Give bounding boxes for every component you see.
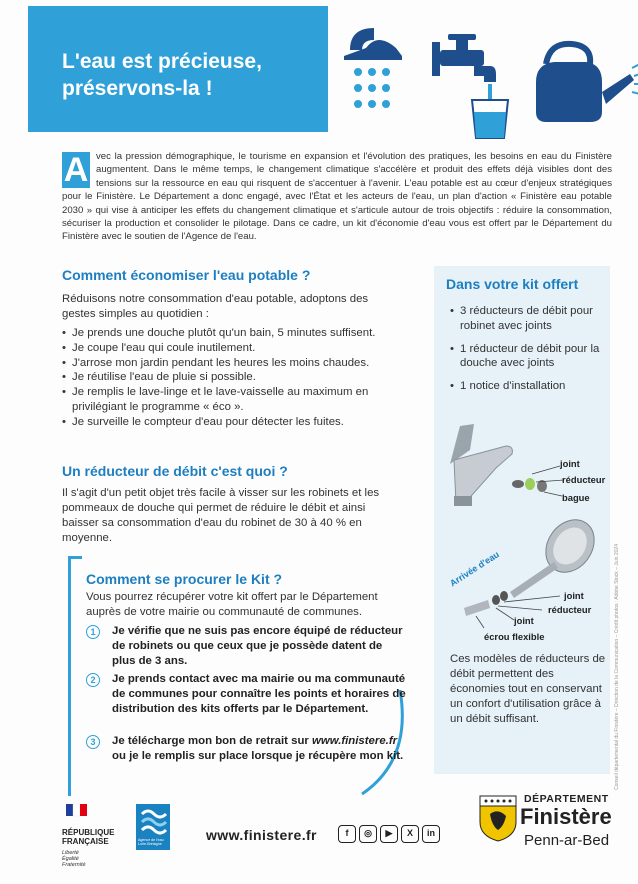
list-item: • Je prends une douche plutôt qu'un bain, 5 minutes suffisent.: [62, 326, 412, 341]
step-text: Je télécharge mon bon de retrait sur www.finistere.fr ou je le remplis sur place lorsque je récupère mon kit.: [112, 735, 404, 762]
shower-label-nut: écrou flexible: [484, 631, 545, 642]
kit-heading: Dans votre kit offert: [446, 276, 579, 292]
finistere-link[interactable]: www.finistere.fr: [312, 735, 398, 747]
department-label: DÉPARTEMENT: [524, 793, 609, 805]
kit-note: Ces modèles de réducteurs de débit permettent des économies tout en conservant un confort d'utilisation grâce à un débit suffisant.: [450, 653, 606, 725]
title-line-2: préservons-la !: [62, 77, 213, 100]
tap-label-reducer: réducteur: [562, 474, 606, 485]
agence-eau-logo: [136, 804, 170, 850]
step-2: [86, 672, 406, 716]
reducer-parts-icon: [512, 478, 547, 492]
drop-cap: A: [63, 151, 89, 189]
shower-label-reducer: réducteur: [548, 604, 592, 615]
intro-paragraph: [62, 150, 612, 244]
kit-contents-list: [450, 304, 606, 402]
shower-icon: [344, 28, 402, 108]
finistere-coat-of-arms-icon: [478, 794, 518, 842]
tap-glass-icon: [432, 34, 508, 138]
step-1: [86, 624, 406, 668]
water-icons: [340, 20, 638, 140]
step-3: [86, 734, 406, 764]
department-name: Finistère: [520, 804, 612, 829]
website-url[interactable]: www.finistere.fr: [206, 827, 317, 843]
list-item: • J'arrose mon jardin pendant les heures les moins chaudes.: [62, 356, 412, 371]
credit-line: Conseil départemental du Finistère – Direction de la Communication – Crédit photos : Adobe Stock – Juin 2024: [614, 544, 620, 790]
list-item: • 3 réducteurs de débit pour robinet avec joints: [450, 304, 606, 334]
tap-label-ring: bague: [562, 492, 590, 503]
shower-parts-icon: [464, 591, 508, 616]
list-item: • 1 réducteur de débit pour la douche avec joints: [450, 342, 606, 372]
republique-francaise-name: RÉPUBLIQUE FRANÇAISE: [62, 828, 115, 846]
step-number: 3: [86, 735, 100, 749]
step-text: Je vérifie que ne suis pas encore équipé de réducteur de robinets ou que ceux que je possède datent de plus de 3 ans.: [112, 625, 403, 667]
list-item: • Je réutilise l'eau de pluie si possible.: [62, 370, 412, 385]
republique-motto: Liberté Égalité Fraternité: [62, 850, 86, 868]
step-number: 1: [86, 625, 100, 639]
instagram-icon[interactable]: ◎: [359, 825, 377, 843]
shower-label-joint-1: joint: [564, 590, 584, 601]
shower-label-inlet: Arrivée d'eau: [448, 549, 501, 589]
youtube-icon[interactable]: ▶: [380, 825, 398, 843]
save-heading: Comment économiser l'eau potable ?: [62, 267, 311, 283]
save-lead: Réduisons notre consommation d'eau potable, adoptons des gestes simples au quotidien :: [62, 293, 369, 320]
shower-head-icon: [510, 516, 604, 598]
save-tips-list: [62, 326, 412, 430]
title-line-1: L'eau est précieuse,: [62, 50, 262, 73]
list-item: • 1 notice d'installation: [450, 379, 606, 394]
agence-eau-name: Agence de l'eau Loire-Bretagne: [138, 838, 164, 846]
facebook-icon[interactable]: f: [338, 825, 356, 843]
republique-francaise-logo: [62, 800, 92, 822]
tap-label-joint: joint: [560, 458, 580, 469]
linkedin-icon[interactable]: in: [422, 825, 440, 843]
procure-lead: Vous pourrez récupérer votre kit offert par le Département auprès de votre mairie ou communauté de communes.: [86, 591, 378, 618]
step-text: Je prends contact avec ma mairie ou ma communauté de communes pour connaître les points et horaires de distribution des kits offerts par le Département.: [112, 673, 406, 715]
department-subtitle: Penn-ar-Bed: [524, 832, 610, 849]
reducer-text: Il s'agit d'un petit objet très facile à visser sur les robinets et les pommeaux de douche qui permet de réduire le débit et ainsi baisser sa consommation d'eau du robinet de 30 à 40 % en moyenne.: [62, 487, 380, 544]
reducer-heading: Un réducteur de débit c'est quoi ?: [62, 463, 288, 479]
procure-heading: Comment se procurer le Kit ?: [86, 571, 283, 587]
step-number: 2: [86, 673, 100, 687]
watering-can-icon: [536, 44, 638, 122]
list-item: • Je coupe l'eau qui coule inutilement.: [62, 341, 412, 356]
shower-label-joint-2: joint: [514, 615, 534, 626]
page-title: [62, 48, 322, 102]
intro-text: vec la pression démographique, le tourisme en expansion et l'évolution des pratiques, les besoins en eau du Finistère augmentent. Dans le même temps, le changement climatique s'accélère et produit des effets déjà visibles dont des tensions sur la ressource en eau qui risquent de s'accentuer à l'avenir. L'eau potable est au cœur d'enjeux stratégiques pour le Finistère. Le Département a donc engagé, avec l'État et les acteurs de l'eau, un plan d'action « Finistère eau potable 2030 » qui vise à anticiper les effets du changement climatique et s'articule autour de trois objectifs : réduire la consommation, sécuriser la production et consolider le pilotage. Dans ce cadre, un kit d'économie d'eau vous est offert par le Département du Finistère avec le soutien de l'Agence de l'eau.: [62, 151, 612, 243]
faucet-icon: [450, 424, 512, 506]
x-icon[interactable]: X: [401, 825, 419, 843]
section-bracket: [68, 556, 82, 796]
list-item: • Je surveille le compteur d'eau pour détecter les fuites.: [62, 415, 412, 430]
list-item: • Je remplis le lave-linge et le lave-vaisselle au maximum en privilégiant le programme « éco ».: [62, 385, 412, 415]
